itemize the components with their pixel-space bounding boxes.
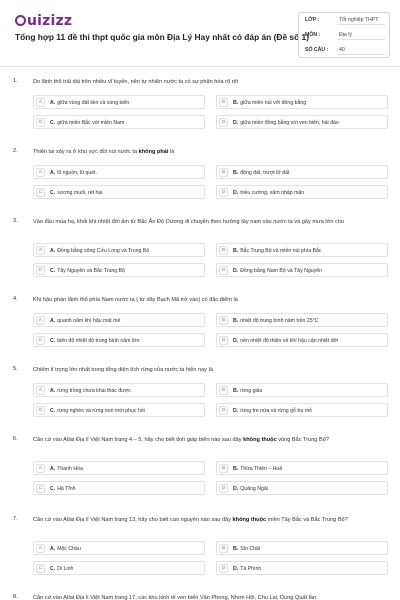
question-text: Chiếm tỉ trọng lớn nhất trong tổng diện tích rừng của nước ta hiện nay là — [33, 367, 213, 373]
meta-underline — [337, 39, 385, 40]
option-label: A. — [50, 170, 56, 176]
option-text: D. Quảng Ngãi — [233, 486, 268, 492]
option-text: A. lũ nguồn, lũ quét. — [50, 170, 97, 176]
option-label: B. — [233, 546, 239, 552]
meta-key: LỚP : — [305, 17, 320, 23]
option-letter-badge: D — [219, 188, 228, 197]
question-text: Do lãnh thổ trải dài trên nhiều vĩ tuyến, nên tự nhiên nước ta có sự phân hóa rõ rệt — [33, 79, 239, 85]
answer-option-a[interactable] — [33, 313, 205, 327]
answer-option-a[interactable] — [33, 461, 205, 475]
option-label: A. — [50, 318, 56, 324]
meta-underline — [337, 24, 385, 25]
option-text: D. rừng tre nứa và rừng gỗ trụ mỏ — [233, 408, 313, 414]
option-text: A. quanh năm khí hậu mát mẻ — [50, 318, 121, 324]
answer-option-b[interactable] — [216, 461, 388, 475]
meta-key: SỐ CÂU : — [305, 47, 329, 53]
question-number: 8. — [13, 594, 18, 600]
answer-option-a[interactable] — [33, 541, 205, 555]
option-label: D. — [233, 486, 239, 492]
question-text: Vào đầu mùa hạ, khối khí nhiệt đới ẩm từ Bắc Ấn Độ Dương di chuyển theo hướng tây nam vào nước ta và gây mưa lớn cho — [33, 219, 345, 225]
question-number: 3. — [13, 218, 18, 224]
option-letter-badge: B — [219, 544, 228, 553]
option-text: C. rừng nghèo và rừng non mới phục hồi — [50, 408, 145, 414]
option-label: A. — [50, 546, 56, 552]
document-title: Tổng hợp 11 đề thi thpt quốc gia môn Địa Lý Hay nhất có đáp án (Đề số 1) — [15, 32, 309, 42]
option-letter-badge: D — [219, 406, 228, 415]
option-letter-badge: C — [36, 266, 45, 275]
option-text: C. sương muối, rét hại — [50, 190, 103, 196]
option-text: B. Bắc Trung Bộ và miền núi phía Bắc — [233, 248, 322, 254]
option-text: D. nền nhiệt độ thiên về khí hậu cận nhiệt đới — [233, 338, 339, 344]
question-number: 1. — [13, 78, 18, 84]
option-label: C. — [50, 486, 56, 492]
answer-option-c[interactable] — [33, 333, 205, 347]
option-text: D. giữa miền đồng bằng với ven biển, hải đảo — [233, 120, 339, 126]
option-text: B. Sín Chải — [233, 546, 261, 552]
answer-option-b[interactable] — [216, 165, 388, 179]
answer-option-b[interactable] — [216, 95, 388, 109]
meta-value: Tốt nghiệp THPT — [339, 17, 379, 23]
option-letter-badge: A — [36, 246, 45, 255]
option-letter-badge: A — [36, 386, 45, 395]
option-text: D. Tà Phình — [233, 566, 262, 572]
option-letter-badge: D — [219, 484, 228, 493]
answer-option-b[interactable] — [216, 313, 388, 327]
answer-option-d[interactable] — [216, 333, 388, 347]
answer-option-c[interactable] — [33, 561, 205, 575]
answer-option-c[interactable] — [33, 185, 205, 199]
header-divider — [0, 66, 400, 67]
quizizz-logo[interactable] — [15, 13, 72, 29]
option-letter-badge: C — [36, 118, 45, 127]
option-label: A. — [50, 388, 56, 394]
option-letter-badge: C — [36, 336, 45, 345]
answer-option-d[interactable] — [216, 481, 388, 495]
option-letter-badge: B — [219, 98, 228, 107]
question-number: 4. — [13, 296, 18, 302]
meta-row-class — [299, 14, 391, 25]
answer-option-c[interactable] — [33, 403, 205, 417]
question-number: 5. — [13, 366, 18, 372]
option-text: A. giữa vùng đất liền và vùng biển — [50, 100, 130, 106]
option-letter-badge: A — [36, 544, 45, 553]
logo-q-icon — [15, 15, 26, 26]
option-label: A. — [50, 248, 56, 254]
answer-option-d[interactable] — [216, 115, 388, 129]
option-label: B. — [233, 466, 239, 472]
option-letter-badge: A — [36, 98, 45, 107]
option-label: C. — [50, 190, 56, 196]
meta-row-count — [299, 44, 391, 55]
option-letter-badge: A — [36, 464, 45, 473]
option-text: C. Tây Nguyên và Bắc Trung Bộ — [50, 268, 125, 274]
question-emphasis: không phải — [138, 149, 169, 155]
question-text: Căn cứ vào Atlat Địa lí Việt Nam trang 4 – 5, hãy cho biết tỉnh giáp biển nào sau đây không thuộc vùng Bắc Trung Bộ? — [33, 437, 329, 443]
option-label: D. — [233, 120, 239, 126]
option-letter-badge: D — [219, 118, 228, 127]
answer-option-d[interactable] — [216, 263, 388, 277]
answer-option-a[interactable] — [33, 243, 205, 257]
option-label: D. — [233, 408, 239, 414]
option-label: D. — [233, 338, 239, 344]
question-number: 6. — [13, 436, 18, 442]
option-text: B. giữa miền núi với đồng bằng — [233, 100, 307, 106]
option-label: C. — [50, 408, 56, 414]
question-text: Căn cứ vào Atlat Địa lí Việt Nam trang 13, hãy cho biết cao nguyên nào sau đây không thuộc miền Tây Bắc và Bắc Trung Bộ? — [33, 517, 348, 523]
option-text: A. rừng trồng chưa khai thác được — [50, 388, 131, 394]
meta-value: 40 — [339, 47, 345, 53]
option-text: B. nhiệt độ trung bình năm trên 25°C — [233, 318, 319, 324]
option-label: D. — [233, 566, 239, 572]
option-text: C. giữa miền Bắc với miền Nam — [50, 120, 125, 126]
option-text: A. Đồng bằng sông Cửu Long và Trung Bộ — [50, 248, 150, 254]
option-letter-badge: B — [219, 464, 228, 473]
option-text: D. triều cường, xâm nhập mặn — [233, 190, 305, 196]
option-letter-badge: C — [36, 564, 45, 573]
option-letter-badge: B — [219, 316, 228, 325]
answer-option-b[interactable] — [216, 243, 388, 257]
answer-option-c[interactable] — [33, 263, 205, 277]
question-text: Thiên tai xảy ra ở khu vực đồi núi nước ta không phải là — [33, 149, 175, 155]
option-text: B. rừng giàu — [233, 388, 263, 394]
answer-option-b[interactable] — [216, 541, 388, 555]
answer-option-a[interactable] — [33, 383, 205, 397]
logo-text: uizizz — [27, 13, 73, 29]
answer-option-d[interactable] — [216, 403, 388, 417]
option-letter-badge: C — [36, 188, 45, 197]
meta-row-subject — [299, 29, 391, 40]
question-text: Khí hậu phần lãnh thổ phía Nam nước ta ( từ dãy Bạch Mã trở vào) có đặc điểm là — [33, 297, 238, 303]
answer-option-c[interactable] — [33, 115, 205, 129]
option-text: B. Thừa Thiên – Huế — [233, 466, 283, 472]
meta-value: Địa lý — [339, 32, 352, 38]
meta-info-box — [298, 12, 390, 58]
option-text: C. biên độ nhiệt độ trung bình năm lớn — [50, 338, 140, 344]
answer-option-b[interactable] — [216, 383, 388, 397]
option-letter-badge: D — [219, 564, 228, 573]
answer-option-d[interactable] — [216, 185, 388, 199]
document-header — [0, 0, 400, 62]
option-label: D. — [233, 268, 239, 274]
option-label: C. — [50, 120, 56, 126]
option-label: D. — [233, 190, 239, 196]
option-label: C. — [50, 566, 56, 572]
option-letter-badge: B — [219, 246, 228, 255]
option-label: A. — [50, 100, 56, 106]
meta-underline — [337, 54, 385, 55]
answer-option-a[interactable] — [33, 165, 205, 179]
question-emphasis: không thuộc — [243, 437, 277, 443]
option-letter-badge: D — [219, 336, 228, 345]
option-label: A. — [50, 466, 56, 472]
option-label: B. — [233, 388, 239, 394]
option-label: B. — [233, 100, 239, 106]
option-letter-badge: C — [36, 406, 45, 415]
option-text: A. Mộc Châu — [50, 546, 81, 552]
answer-option-c[interactable] — [33, 481, 205, 495]
option-text: C. Hà Tĩnh — [50, 486, 76, 492]
option-label: B. — [233, 248, 239, 254]
option-label: C. — [50, 268, 56, 274]
option-letter-badge: C — [36, 484, 45, 493]
option-text: C. Di Linh — [50, 566, 74, 572]
answer-option-a[interactable] — [33, 95, 205, 109]
option-text: B. động đất, trượt lở đất — [233, 170, 290, 176]
option-label: C. — [50, 338, 56, 344]
question-emphasis: không thuộc — [232, 517, 267, 523]
option-text: D. Đồng bằng Nam Bộ và Tây Nguyên — [233, 268, 322, 274]
option-label: B. — [233, 318, 239, 324]
answer-option-d[interactable] — [216, 561, 388, 575]
option-letter-badge: D — [219, 266, 228, 275]
question-number: 2. — [13, 148, 18, 154]
option-text: A. Thanh Hóa — [50, 466, 83, 472]
meta-key: MÔN : — [305, 32, 321, 38]
option-letter-badge: A — [36, 316, 45, 325]
question-number: 7. — [13, 516, 18, 522]
option-letter-badge: B — [219, 386, 228, 395]
option-label: B. — [233, 170, 239, 176]
option-letter-badge: B — [219, 168, 228, 177]
option-letter-badge: A — [36, 168, 45, 177]
question-text: Căn cứ vào Atlat Địa lí Việt Nam trang 17, các khu kinh tế ven biển Vân Phong, Nhơn Hội, Chu Lai, Dung Quất lần — [33, 595, 317, 600]
